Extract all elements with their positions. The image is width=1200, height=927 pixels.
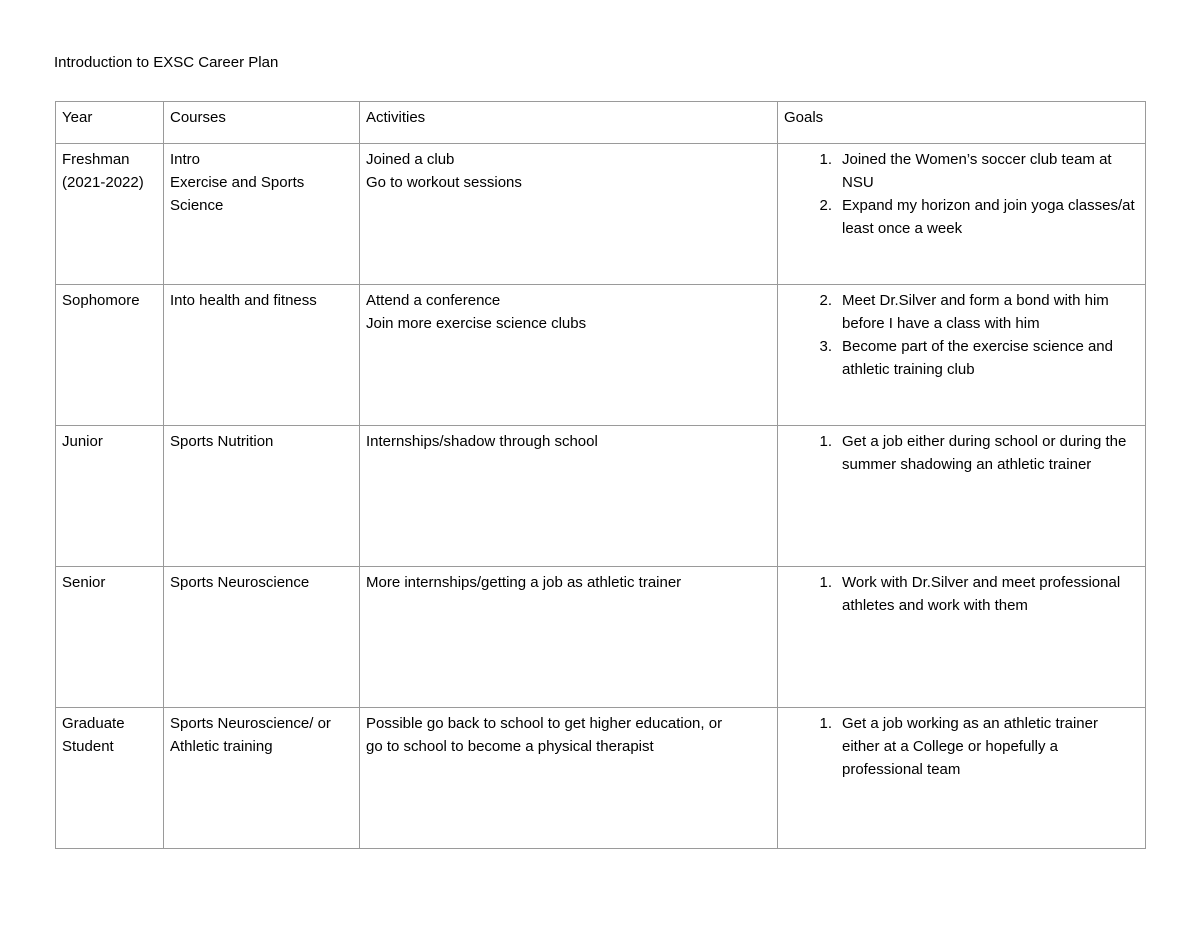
goal-list [784, 148, 1139, 240]
page-title: Introduction to EXSC Career Plan [54, 54, 279, 71]
courses-cell [164, 285, 360, 426]
courses-cell [164, 426, 360, 567]
column-header-activities: Activities [360, 102, 778, 144]
activities-cell [360, 426, 778, 567]
courses-cell-line: Athletic training [170, 738, 273, 755]
activities-cell-line: Go to workout sessions [366, 174, 522, 191]
goal-item [784, 430, 1139, 476]
goal-list [784, 430, 1139, 476]
goal-number: 2. [819, 197, 832, 214]
activities-cell-line: More internships/getting a job as athletic trainer [366, 574, 682, 591]
courses-cell [164, 144, 360, 285]
courses-cell-line: Sports Nutrition [170, 433, 274, 450]
goals-cell [778, 708, 1146, 849]
year-cell-line: (2021-2022) [62, 174, 144, 191]
table-row [56, 426, 1146, 567]
goals-cell [778, 567, 1146, 708]
year-cell-line: Junior [62, 433, 103, 450]
courses-cell-line: Exercise and Sports [170, 174, 305, 191]
year-cell [56, 285, 164, 426]
goal-number: 1. [819, 151, 832, 168]
career-plan-table [55, 101, 1146, 849]
year-cell [56, 144, 164, 285]
activities-cell-line: Possible go back to school to get higher education, or [366, 715, 723, 732]
goal-list [784, 571, 1139, 617]
activities-cell-line: Join more exercise science clubs [366, 315, 587, 332]
year-cell [56, 708, 164, 849]
activities-cell [360, 567, 778, 708]
activities-cell-line: Internships/shadow through school [366, 433, 598, 450]
year-cell [56, 426, 164, 567]
year-cell [56, 567, 164, 708]
goals-cell [778, 144, 1146, 285]
courses-cell [164, 708, 360, 849]
courses-cell [164, 567, 360, 708]
courses-cell-line: Intro [170, 151, 201, 168]
courses-cell-line: Science [170, 197, 224, 214]
year-cell-line: Senior [62, 574, 106, 591]
courses-cell-line: Into health and fitness [170, 292, 317, 309]
year-cell-line: Graduate [62, 715, 125, 732]
goal-text: Get a job working as an athletic trainer either at a College or hopefully a professional team [842, 715, 1098, 778]
goal-text: Work with Dr.Silver and meet professional athletes and work with them [842, 574, 1121, 614]
table-header-row [56, 102, 1146, 144]
column-header-goals: Goals [778, 102, 1146, 144]
goals-cell [778, 426, 1146, 567]
column-header-courses: Courses [164, 102, 360, 144]
goals-cell [778, 285, 1146, 426]
goal-item [784, 148, 1139, 194]
goal-number: 1. [819, 715, 832, 732]
goal-item [784, 194, 1139, 240]
courses-cell-line: Sports Neuroscience/ or [170, 715, 331, 732]
goal-item [784, 335, 1139, 381]
activities-cell [360, 144, 778, 285]
goal-list [784, 289, 1139, 381]
goal-text: Get a job either during school or during the summer shadowing an athletic trainer [842, 433, 1127, 473]
table-row [56, 285, 1146, 426]
goal-text: Joined the Women’s soccer club team at NSU [842, 151, 1112, 191]
goal-number: 1. [819, 574, 832, 591]
activities-cell-line: Joined a club [366, 151, 455, 168]
goal-number: 3. [819, 338, 832, 355]
activities-cell [360, 285, 778, 426]
activities-cell [360, 708, 778, 849]
courses-cell-line: Sports Neuroscience [170, 574, 310, 591]
goal-number: 2. [819, 292, 832, 309]
year-cell-line: Student [62, 738, 114, 755]
table-row [56, 144, 1146, 285]
goal-item [784, 289, 1139, 335]
activities-cell-line: go to school to become a physical therapist [366, 738, 654, 755]
goal-text: Become part of the exercise science and athletic training club [842, 338, 1113, 378]
goal-text: Expand my horizon and join yoga classes/at least once a week [842, 197, 1135, 237]
activities-cell-line: Attend a conference [366, 292, 501, 309]
table-row [56, 708, 1146, 849]
table-row [56, 567, 1146, 708]
goal-list [784, 712, 1139, 781]
goal-item [784, 712, 1139, 781]
year-cell-line: Sophomore [62, 292, 140, 309]
column-header-year: Year [56, 102, 164, 144]
goal-text: Meet Dr.Silver and form a bond with him before I have a class with him [842, 292, 1109, 332]
goal-number: 1. [819, 433, 832, 450]
year-cell-line: Freshman [62, 151, 130, 168]
goal-item [784, 571, 1139, 617]
